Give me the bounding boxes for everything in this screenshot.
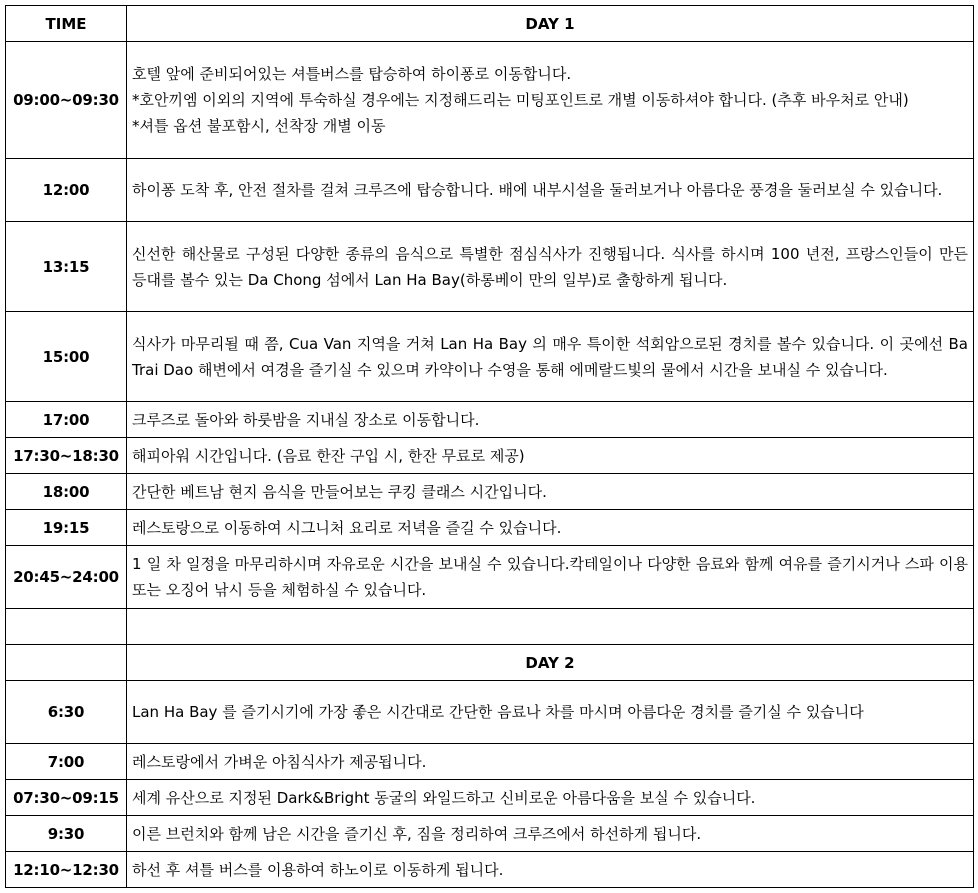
description-line: *셔틀 옵션 불포함시, 선착장 개별 이동 xyxy=(132,117,386,135)
description-line: 호텔 앞에 준비되어있는 셔틀버스를 탑승하여 하이퐁로 이동합니다. xyxy=(132,65,572,83)
schedule-time: 12:00 xyxy=(6,159,127,222)
schedule-time: 13:15 xyxy=(6,222,127,312)
schedule-row xyxy=(6,681,974,744)
schedule-row xyxy=(6,438,974,474)
schedule-time: 6:30 xyxy=(6,681,127,744)
schedule-time: 20:45~24:00 xyxy=(6,546,127,609)
schedule-row xyxy=(6,222,974,312)
schedule-time: 9:30 xyxy=(6,816,127,852)
schedule-row xyxy=(6,546,974,609)
blank-cell xyxy=(6,645,127,681)
schedule-row xyxy=(6,42,974,159)
schedule-row xyxy=(6,744,974,780)
day2-header: DAY 2 xyxy=(127,645,974,681)
schedule-description: Lan Ha Bay 를 즐기시기에 가장 좋은 시간대로 간단한 음료나 차를 마시며 아름다운 경치를 즐기실 수 있습니다 xyxy=(127,681,974,744)
blank-cell xyxy=(127,609,974,645)
schedule-row xyxy=(6,312,974,402)
schedule-description: 신선한 해산물로 구성된 다양한 종류의 음식으로 특별한 점심식사가 진행됩니다. 식사를 하시며 100 년전, 프랑스인들이 만든 등대를 볼수 있는 Da Chong 섬에서 Lan Ha Bay(하롱베이 만의 일부)로 출항하게 됩니다. xyxy=(127,222,974,312)
schedule-time: 12:10~12:30 xyxy=(6,852,127,888)
itinerary-table xyxy=(5,5,974,888)
schedule-row xyxy=(6,159,974,222)
day2-header-row xyxy=(6,645,974,681)
schedule-description: 1 일 차 일정을 마무리하시며 자유로운 시간을 보내실 수 있습니다.칵테일이나 다양한 음료와 함께 여유를 즐기시거나 스파 이용 또는 오징어 낚시 등을 체험하실 수 있습니다. xyxy=(127,546,974,609)
description-line: *호안끼엠 이외의 지역에 투숙하실 경우에는 지정해드리는 미팅포인트로 개별 이동하셔야 합니다. (추후 바우처로 안내) xyxy=(132,91,909,109)
time-column-header: TIME xyxy=(6,6,127,42)
schedule-row xyxy=(6,474,974,510)
schedule-description: 레스토랑으로 이동하여 시그니처 요리로 저녁을 즐길 수 있습니다. xyxy=(127,510,974,546)
schedule-description: 해피아워 시간입니다. (음료 한잔 구입 시, 한잔 무료로 제공) xyxy=(127,438,974,474)
header-row xyxy=(6,6,974,42)
schedule-row xyxy=(6,510,974,546)
schedule-time: 7:00 xyxy=(6,744,127,780)
schedule-description: 식사가 마무리될 때 쯤, Cua Van 지역을 거쳐 Lan Ha Bay 의 매우 특이한 석회암으로된 경치를 볼수 있습니다. 이 곳에선 Ba Trai Dao 해변에서 여경을 즐기실 수 있으며 카약이나 수영을 통해 에메랄드빛의 물에서 시간을 보내실 수 있습니다. xyxy=(127,312,974,402)
day1-header: DAY 1 xyxy=(127,6,974,42)
schedule-description: 이른 브런치와 함께 남은 시간을 즐기신 후, 짐을 정리하여 크루즈에서 하선하게 됩니다. xyxy=(127,816,974,852)
schedule-time: 18:00 xyxy=(6,474,127,510)
schedule-description: 하이퐁 도착 후, 안전 절차를 걸쳐 크루즈에 탑승합니다. 배에 내부시설을 둘러보거나 아름다운 풍경을 둘러보실 수 있습니다. xyxy=(127,159,974,222)
schedule-row xyxy=(6,816,974,852)
schedule-time: 19:15 xyxy=(6,510,127,546)
schedule-time: 15:00 xyxy=(6,312,127,402)
schedule-time: 07:30~09:15 xyxy=(6,780,127,816)
schedule-description: 세계 유산으로 지정된 Dark&Bright 동굴의 와일드하고 신비로운 아름다움을 보실 수 있습니다. xyxy=(127,780,974,816)
schedule-description: 간단한 베트남 현지 음식을 만들어보는 쿠킹 클래스 시간입니다. xyxy=(127,474,974,510)
blank-cell xyxy=(6,609,127,645)
schedule-time: 17:00 xyxy=(6,402,127,438)
schedule-row xyxy=(6,402,974,438)
blank-row xyxy=(6,609,974,645)
schedule-description: 하선 후 셔틀 버스를 이용하여 하노이로 이동하게 됩니다. xyxy=(127,852,974,888)
schedule-time: 17:30~18:30 xyxy=(6,438,127,474)
schedule-time: 09:00~09:30 xyxy=(6,42,127,159)
schedule-description: 크루즈로 돌아와 하룻밤을 지내실 장소로 이동합니다. xyxy=(127,402,974,438)
schedule-row xyxy=(6,780,974,816)
schedule-description xyxy=(127,42,974,159)
schedule-description: 레스토랑에서 가벼운 아침식사가 제공됩니다. xyxy=(127,744,974,780)
schedule-row xyxy=(6,852,974,888)
